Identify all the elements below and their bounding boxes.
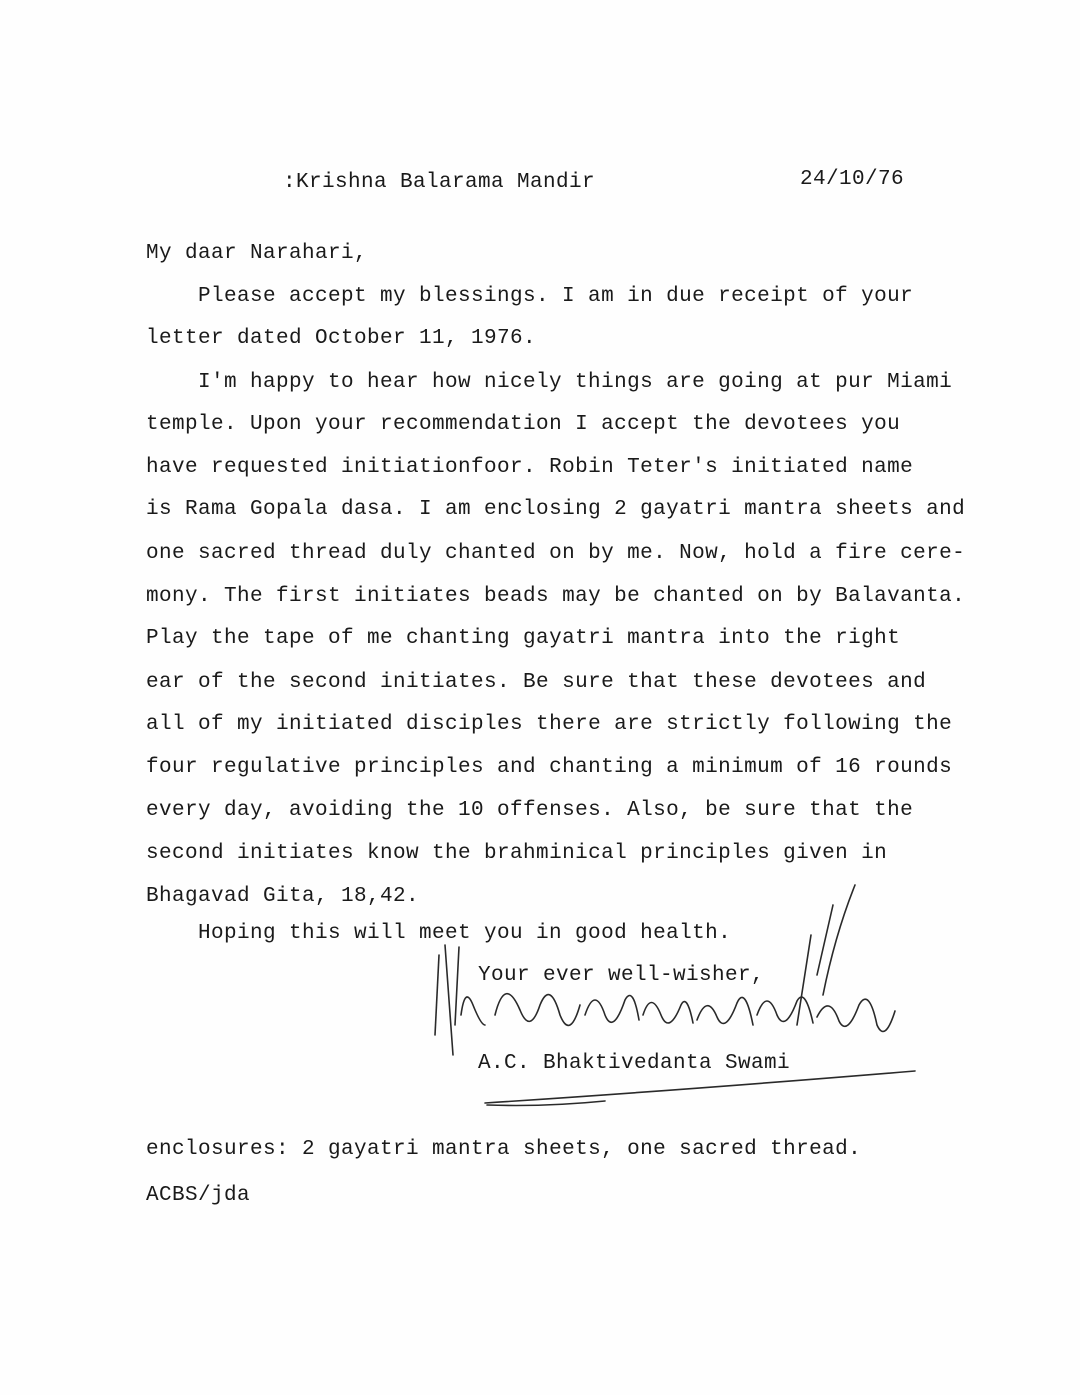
body-line: ear of the second initiates. Be sure that these devotees and xyxy=(146,671,927,694)
body-line: Bhagavad Gita, 18,42. xyxy=(146,885,420,908)
body-line: Please accept my blessings. I am in due receipt of your xyxy=(198,285,914,308)
body-line: letter dated October 11, 1976. xyxy=(146,327,537,350)
body-line: is Rama Gopala dasa. I am enclosing 2 gayatri mantra sheets and xyxy=(146,498,966,521)
body-line: I'm happy to hear how nicely things are going at pur Miami xyxy=(198,371,953,394)
signer-name: A.C. Bhaktivedanta Swami xyxy=(478,1052,791,1075)
reference-initials: ACBS/jda xyxy=(146,1184,251,1207)
body-line: Play the tape of me chanting gayatri mantra into the right xyxy=(146,627,901,650)
body-line: mony. The first initiates beads may be chanted on by Balavanta. xyxy=(146,585,966,608)
body-line: every day, avoiding the 10 offenses. Also, be sure that the xyxy=(146,799,914,822)
letterhead-place: :Krishna Balarama Mandir xyxy=(283,171,596,194)
body-line: four regulative principles and chanting a minimum of 16 rounds xyxy=(146,756,953,779)
body-line: second initiates know the brahminical principles given in xyxy=(146,842,888,865)
closing-line: Hoping this will meet you in good health. xyxy=(198,922,732,945)
body-line: have requested initiationfoor. Robin Teter's initiated name xyxy=(146,456,914,479)
valediction: Your ever well-wisher, xyxy=(478,964,765,987)
enclosures-note: enclosures: 2 gayatri mantra sheets, one sacred thread. xyxy=(146,1138,862,1161)
handwritten-signature xyxy=(425,875,925,1115)
letter-date: 24/10/76 xyxy=(800,168,905,191)
body-line: all of my initiated disciples there are strictly following the xyxy=(146,713,953,736)
salutation: My daar Narahari, xyxy=(146,242,368,265)
body-line: one sacred thread duly chanted on by me. Now, hold a fire cere- xyxy=(146,542,966,565)
body-line: temple. Upon your recommendation I accept the devotees you xyxy=(146,413,901,436)
